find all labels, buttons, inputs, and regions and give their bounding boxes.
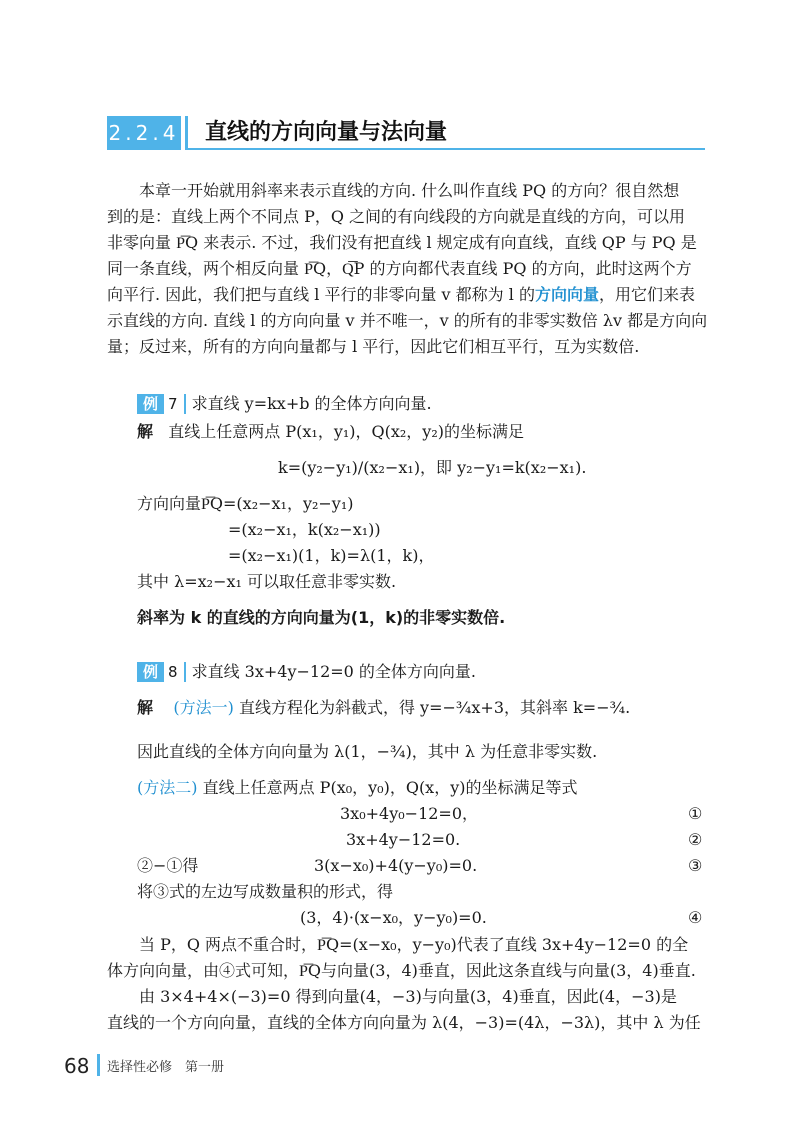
- intro-line: 示直线的方向. 直线 l 的方向向量 v 并不唯一，v 的所有的非零实数倍 λv 都是方向向: [107, 311, 708, 330]
- method-2-label: (方法二): [137, 778, 198, 797]
- example-7-conclusion: 斜率为 k 的直线的方向向量为(1，k)的非零实数倍.: [137, 608, 506, 627]
- tail-line: 当 P，Q 两点不重合时，P͞Q=(x−x₀，y−y₀)代表了直线 3x+4y−12=0 的全: [139, 935, 689, 954]
- method-1-label: (方法一): [173, 698, 234, 717]
- equation-4: (3，4)·(x−x₀，y−y₀)=0.: [300, 908, 487, 927]
- example-number: 7: [164, 394, 186, 414]
- equation-3-prefix: ②−①得: [137, 856, 199, 875]
- tail-line: 体方向向量，由④式可知，P͞Q与向量(3，4)垂直，因此这条直线与向量(3，4)垂直.: [107, 961, 696, 980]
- k-formula: k=(y₂−y₁)/(x₂−x₁)，即 y₂−y₁=k(x₂−x₁).: [278, 458, 587, 477]
- example-8-method-1: [137, 696, 630, 720]
- intro-line: 本章一开始就用斜率来表示直线的方向. 什么叫作直线 PQ 的方向？很自然想: [139, 181, 680, 200]
- pq-line-3: =(x₂−x₁)(1，k)=λ(1，k)，: [228, 546, 435, 565]
- intro-line: 到的是：直线上两个不同点 P，Q 之间的有向线段的方向就是直线的方向，可以用: [107, 207, 686, 226]
- tail-line: 由 3×4+4×(−3)=0 得到向量(4，−3)与向量(3，4)垂直，因此(4，−3)是: [139, 987, 677, 1006]
- intro-line-tail: ，用它们来表: [598, 285, 695, 304]
- method-1-text: 直线方程化为斜截式，得 y=−¾x+3，其斜率 k=−¾.: [238, 698, 631, 717]
- equation-3: 3(x−x₀)+4(y−y₀)=0.: [314, 856, 478, 875]
- page-number: 68: [64, 1054, 90, 1078]
- intro-line: 同一条直线，两个相反向量 P͞Q，Q͞P 的方向都代表直线 PQ 的方向，此时这两个方: [107, 259, 692, 278]
- example-7-heading: [137, 392, 432, 416]
- example-question: 求直线 3x+4y−12=0 的全体方向向量.: [191, 662, 477, 681]
- example-label: 例: [137, 394, 164, 414]
- example-8-method-2: [137, 776, 578, 800]
- footer-divider: [97, 1054, 100, 1076]
- method-1-result: 因此直线的全体方向向量为 λ(1，−¾)，其中 λ 为任意非零实数.: [137, 742, 598, 761]
- equation-marker-3: ③: [688, 856, 703, 875]
- book-title: 选择性必修 第一册: [107, 1060, 225, 1075]
- solution-label: 解: [137, 698, 154, 717]
- method-2-text: 直线上任意两点 P(x₀，y₀)，Q(x，y)的坐标满足等式: [202, 778, 578, 797]
- example-8-heading: [137, 660, 476, 684]
- intro-line: 非零向量 P͞Q 来表示. 不过，我们没有把直线 l 规定成有向直线，直线 QP 与 PQ 是: [107, 233, 697, 252]
- transform-text: 将③式的左边写成数量积的形式，得: [137, 882, 394, 901]
- intro-line-text: 向平行. 因此，我们把与直线 l 平行的非零向量 v 都称为 l 的: [107, 285, 535, 304]
- intro-line: 量；反过来，所有的方向向量都与 l 平行，因此它们相互平行，互为实数倍.: [107, 337, 640, 356]
- intro-line: [107, 282, 705, 308]
- term-direction-vector: 方向向量: [534, 285, 599, 304]
- section-title: 直线的方向向量与法向量: [205, 120, 448, 145]
- section-number: 2.2.4: [107, 116, 181, 150]
- equation-2: 3x+4y−12=0.: [346, 830, 461, 849]
- pq-line-1: 方向向量P͞Q=(x₂−x₁，y₂−y₁): [137, 494, 354, 513]
- equation-marker-4: ④: [688, 908, 703, 927]
- pq-line-2: =(x₂−x₁，k(x₂−x₁)): [228, 520, 381, 539]
- example-number: 8: [164, 662, 186, 682]
- intro-paragraph: [107, 178, 708, 360]
- equation-marker-1: ①: [688, 804, 703, 823]
- solution-text: 直线上任意两点 P(x₁，y₁)，Q(x₂，y₂)的坐标满足: [168, 422, 525, 441]
- solution-label: 解: [137, 422, 154, 441]
- section-divider: [185, 116, 188, 150]
- equation-1: 3x₀+4y₀−12=0，: [340, 804, 479, 823]
- example-label: 例: [137, 662, 164, 682]
- example-8-tail: [107, 932, 705, 1036]
- section-underline: [185, 148, 705, 150]
- example-question: 求直线 y=kx+b 的全体方向向量.: [191, 394, 432, 413]
- equation-marker-2: ②: [688, 830, 703, 849]
- where-clause: 其中 λ=x₂−x₁ 可以取任意非零实数.: [137, 572, 397, 591]
- section-header: [107, 116, 705, 150]
- tail-line: 直线的一个方向向量，直线的全体方向向量为 λ(4，−3)=(4λ，−3λ)，其中 λ 为任: [107, 1013, 701, 1032]
- example-7-solution-line: [137, 420, 524, 444]
